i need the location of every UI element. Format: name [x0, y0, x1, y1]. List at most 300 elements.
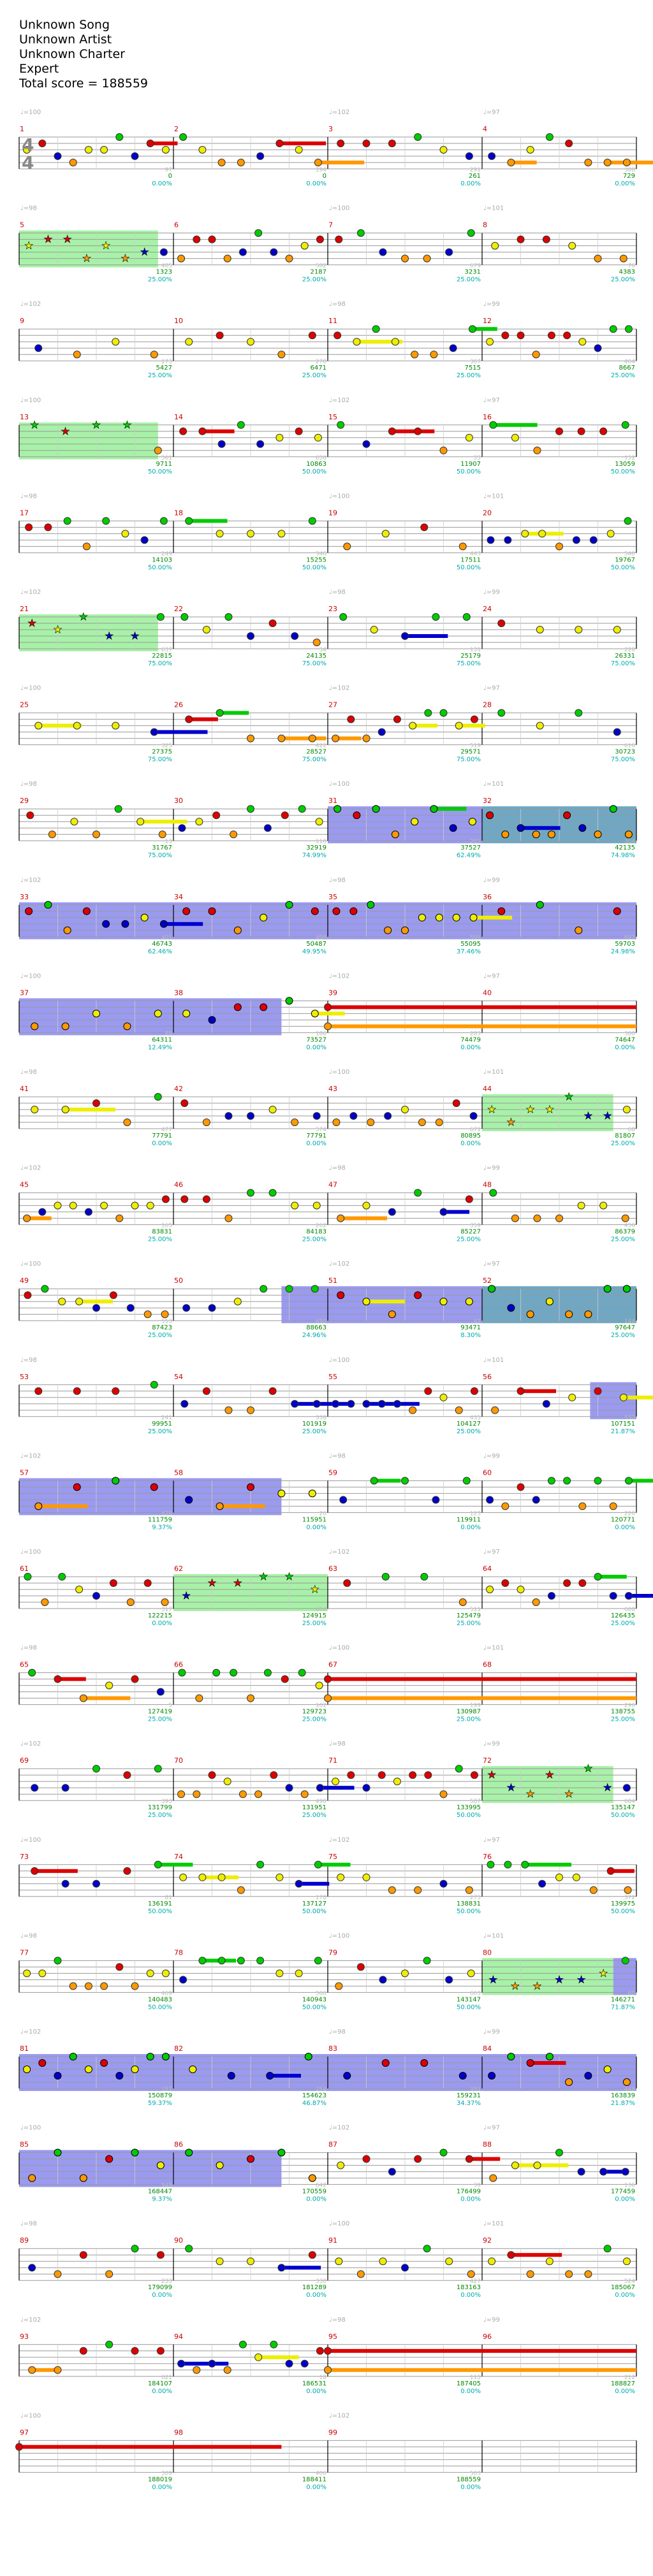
note-gem [411, 818, 418, 825]
note-gem [357, 2271, 364, 2278]
measure-sp-percent: 0.00% [152, 1140, 172, 1147]
note-gem [80, 1695, 87, 1702]
note-gem [103, 517, 110, 525]
measure-sp-percent: 0.00% [152, 2387, 172, 2395]
note-gem [181, 614, 188, 621]
measure-notecount: 443 [469, 551, 481, 558]
measure-score: 64311 [152, 1036, 172, 1044]
note-gem [415, 1292, 422, 1299]
measure-notecount: 642 [315, 2182, 326, 2189]
note-gem [276, 1874, 283, 1881]
measure-sp-percent: 50.00% [302, 468, 326, 475]
note-gem [64, 517, 71, 525]
note-gem [402, 1477, 409, 1484]
measure-notecount: 207 [469, 839, 481, 846]
note-gem [127, 1599, 134, 1606]
staff-row-14 [19, 1381, 653, 1419]
sustain-tail [459, 724, 485, 728]
tempo-marker: ♩=98 [329, 876, 346, 884]
staff-row-24 [19, 2341, 636, 2377]
note-gem [423, 255, 430, 262]
measure-notecount: 249 [161, 551, 172, 558]
measure-sp-percent: 25.00% [302, 1812, 326, 1820]
measure-score: 127419 [147, 1708, 172, 1716]
measure-number: 76 [483, 1852, 492, 1861]
note-gem [624, 517, 631, 525]
measure-sp-percent: 59.37% [147, 2100, 172, 2107]
note-gem [610, 326, 617, 333]
note-gem [402, 633, 409, 640]
tempo-marker: ♩=101 [483, 781, 504, 788]
note-gem [585, 2073, 592, 2080]
sustain-tail [281, 737, 326, 741]
note-gem [432, 614, 439, 621]
measure-sp-percent: 25.00% [147, 372, 172, 380]
measure-score: 83831 [152, 1228, 172, 1236]
note-gem [508, 2053, 515, 2060]
measure-sp-percent: 75.00% [302, 756, 326, 763]
note-gem [234, 1298, 241, 1305]
tempo-marker: ♩=99 [483, 1164, 500, 1172]
note-gem [402, 1106, 409, 1113]
measure-notecount: 270 [315, 359, 326, 366]
measure-number: 98 [174, 2428, 183, 2437]
measure-score: 188559 [456, 2476, 481, 2484]
note-gem [85, 1208, 92, 1215]
note-gem [333, 908, 340, 915]
staff-row-2 [19, 229, 636, 268]
note-gem [498, 908, 505, 915]
note-gem [335, 2258, 342, 2265]
staff-row-11 [19, 1090, 636, 1131]
measure-notecount: 490 [315, 1798, 326, 1805]
measure-score: 37527 [460, 844, 481, 852]
note-gem [247, 1695, 254, 1702]
measure-score: 187405 [456, 2380, 481, 2387]
measure-sp-percent: 25.00% [302, 1716, 326, 1723]
measure-sp-percent: 0.00% [460, 2387, 481, 2395]
note-gem [161, 1599, 168, 1606]
note-gem [556, 1215, 563, 1222]
measure-score: 176499 [456, 2188, 481, 2196]
note-gem [316, 1682, 323, 1689]
note-gem [237, 421, 244, 428]
note-gem [71, 818, 78, 825]
note-gem [470, 914, 477, 921]
measure-notecount: 372 [624, 1894, 635, 1901]
note-gem [337, 1874, 344, 1881]
sustain-tail [154, 730, 208, 734]
note-gem [54, 1675, 61, 1682]
measure-number: 38 [174, 988, 183, 997]
measure-score: 46743 [152, 940, 172, 948]
measure-number: 37 [20, 988, 29, 997]
note-gem [209, 1772, 216, 1779]
measure-sp-percent: 0.00% [460, 1044, 481, 1052]
measure-sp-percent: 49.95% [302, 948, 326, 955]
note-gem [157, 2347, 164, 2354]
note-gem [29, 2366, 36, 2373]
note-gem [237, 1886, 244, 1893]
measure-number: 55 [328, 1372, 337, 1381]
tempo-marker: ♩=99 [483, 2316, 500, 2324]
tempo-marker: ♩=98 [20, 2220, 37, 2228]
measure-sp-percent: 0.00% [615, 2387, 635, 2395]
star-note: ★ [506, 1781, 516, 1794]
measure-score: 138831 [456, 1900, 481, 1907]
measure-score: 130987 [456, 1708, 481, 1716]
measure-notecount: 89 [165, 1031, 172, 1038]
note-gem [154, 1861, 161, 1868]
star-note: ★ [525, 1788, 535, 1800]
note-gem [224, 2366, 231, 2373]
note-gem [539, 530, 546, 537]
tempo-marker: ♩=101 [483, 205, 504, 212]
note-gem [209, 1305, 216, 1312]
note-gem [203, 1196, 210, 1203]
star-note: ★ [583, 1110, 593, 1122]
note-gem [295, 428, 302, 435]
measure-notecount: 414 [315, 1607, 326, 1613]
note-gem [309, 2252, 316, 2259]
note-gem [301, 2360, 308, 2367]
note-gem [160, 517, 167, 525]
note-gem [402, 927, 409, 934]
measure-number: 19 [328, 509, 337, 517]
sustain-tail [279, 141, 326, 145]
measure-score: 74647 [615, 1036, 635, 1044]
staff-row-17 [19, 1669, 636, 1705]
measure-notecount: 511 [469, 1607, 481, 1613]
measure-notecount: 663 [469, 1990, 481, 1997]
measure-score: 74479 [460, 1036, 481, 1044]
note-gem [101, 147, 108, 154]
measure-sp-percent: 0.00% [152, 2292, 172, 2299]
measure-sp-percent: 0.00% [460, 2196, 481, 2203]
note-gem [247, 1484, 254, 1491]
note-gem [178, 1791, 185, 1798]
measure-number: 14 [174, 412, 183, 421]
measure-number: 7 [328, 221, 333, 229]
note-gem [260, 914, 267, 921]
tempo-marker: ♩=99 [483, 1740, 500, 1748]
sustain-tail [220, 1504, 265, 1508]
note-gem [450, 345, 457, 352]
measure-notecount: 498 [315, 934, 326, 941]
measure-score: 188827 [610, 2380, 635, 2387]
note-gem [511, 2162, 518, 2169]
tempo-marker: ♩=100 [329, 2220, 350, 2228]
measure-score: 24135 [306, 653, 326, 660]
note-gem [203, 626, 210, 633]
note-gem [93, 1880, 100, 1887]
note-gem [466, 434, 473, 441]
note-gem [488, 153, 495, 160]
note-gem [623, 1106, 630, 1113]
tempo-marker: ♩=100 [20, 973, 41, 980]
tempo-marker: ♩=97 [483, 2124, 500, 2132]
measure-sp-percent: 75.00% [302, 660, 326, 667]
note-gem [186, 716, 193, 723]
note-gem [161, 1311, 168, 1318]
measure-notecount: 152 [624, 454, 635, 461]
note-gem [440, 447, 447, 454]
measure-notecount: 123 [469, 1510, 481, 1517]
measure-number: 68 [483, 1660, 492, 1669]
star-note: ★ [554, 1973, 564, 1986]
note-gem [517, 1586, 524, 1593]
tempo-marker: ♩=100 [20, 1836, 41, 1844]
note-gem [332, 1400, 339, 1407]
note-gem [620, 1394, 627, 1401]
note-gem [536, 722, 543, 729]
note-gem [566, 1311, 573, 1318]
note-gem [237, 159, 244, 166]
note-gem [298, 1669, 305, 1676]
note-gem [440, 1298, 447, 1305]
note-gem [423, 1957, 430, 1964]
measure-notecount: 637 [161, 647, 172, 653]
note-gem [116, 134, 123, 141]
note-gem [39, 140, 46, 147]
measure-score: 107151 [610, 1420, 635, 1428]
measure-sp-percent: 50.00% [302, 1907, 326, 1915]
note-gem [157, 1688, 164, 1695]
measure-sp-percent: 50.00% [610, 1812, 635, 1820]
measure-notecount: 330 [315, 2278, 326, 2285]
star-note: ★ [598, 1967, 608, 1979]
measure-number: 57 [20, 1468, 29, 1477]
tempo-marker: ♩=99 [483, 2029, 500, 2036]
note-gem [471, 1387, 478, 1394]
note-gem [225, 1113, 232, 1120]
measure-sp-percent: 0.00% [615, 1044, 635, 1052]
measure-sp-percent: 0.00% [460, 2484, 481, 2491]
measure-number: 56 [483, 1372, 492, 1381]
measure-sp-percent: 50.00% [147, 564, 172, 572]
note-gem [325, 1675, 332, 1682]
note-gem [162, 2053, 169, 2060]
measure-number: 22 [174, 605, 183, 613]
charter-name: Unknown Charter [19, 47, 125, 61]
measure-score: 9711 [156, 460, 172, 468]
note-gem [281, 1675, 288, 1682]
measure-score: 188411 [302, 2476, 326, 2484]
tempo-marker: ♩=102 [329, 1261, 350, 1268]
song-title: Unknown Song [19, 18, 110, 32]
measure-score: 6471 [310, 365, 326, 372]
note-gem [144, 1580, 151, 1587]
note-gem [83, 908, 90, 915]
sustain-tail [150, 141, 178, 145]
note-gem [270, 249, 277, 256]
note-gem [16, 2443, 23, 2450]
note-gem [546, 2053, 553, 2060]
note-gem [286, 1784, 293, 1791]
note-gem [311, 1010, 318, 1017]
tempo-marker: ♩=100 [20, 684, 41, 692]
note-gem [295, 1880, 302, 1887]
note-gem [594, 1387, 601, 1394]
measure-sp-percent: 0.00% [306, 2387, 326, 2395]
note-gem [180, 1874, 187, 1881]
measure-score: 0 [168, 173, 172, 180]
measure-notecount: 228 [624, 647, 635, 653]
note-gem [579, 338, 586, 345]
measure-score: 131951 [302, 1804, 326, 1812]
note-gem [337, 421, 344, 428]
note-gem [432, 1496, 439, 1503]
note-gem [93, 1593, 100, 1600]
note-gem [534, 447, 541, 454]
long-sustain [328, 2349, 636, 2353]
measure-number: 93 [20, 2332, 29, 2341]
sustain-tail [299, 1882, 330, 1886]
note-gem [93, 1100, 100, 1107]
tempo-marker: ♩=98 [329, 2029, 346, 2036]
measure-sp-percent: 50.00% [147, 468, 172, 475]
note-gem [337, 1292, 344, 1299]
note-gem [41, 1285, 48, 1292]
sustain-tail [295, 1402, 348, 1406]
measure-number: 58 [174, 1468, 183, 1477]
note-gem [335, 236, 342, 243]
note-gem [247, 530, 254, 537]
measure-score: 131799 [147, 1804, 172, 1812]
note-gem [54, 2149, 61, 2156]
note-gem [144, 1311, 151, 1318]
note-gem [199, 1874, 206, 1881]
star-note: ★ [233, 1577, 243, 1589]
staff-row-7 [19, 709, 636, 745]
measure-sp-percent: 24.96% [302, 1332, 326, 1340]
measure-notecount: 296 [624, 1702, 635, 1709]
note-gem [309, 1490, 316, 1497]
measure-score: 11907 [460, 460, 481, 468]
note-gem [522, 530, 529, 537]
measure-number: 49 [20, 1277, 29, 1285]
measure-sp-percent: 37.46% [456, 948, 481, 955]
tempo-marker: ♩=97 [483, 109, 500, 116]
note-gem [124, 1023, 131, 1030]
note-gem [440, 2149, 447, 2156]
note-gem [409, 1407, 416, 1414]
note-gem [502, 332, 509, 339]
note-gem [585, 2271, 592, 2278]
note-gem [367, 901, 374, 908]
measure-number: 61 [20, 1565, 29, 1573]
note-gem [183, 1010, 190, 1017]
measure-number: 15 [328, 412, 337, 421]
note-gem [488, 2073, 495, 2080]
measure-score: 59703 [615, 940, 635, 948]
note-gem [54, 2271, 61, 2278]
note-gem [316, 236, 323, 243]
sustain-tail [525, 1863, 571, 1867]
sustain-tail [493, 423, 537, 427]
note-gem [309, 735, 316, 742]
measure-score: 120771 [610, 1516, 635, 1524]
sustain-tail [202, 430, 234, 433]
measure-notecount: 144 [624, 1319, 635, 1326]
tempo-marker: ♩=102 [329, 109, 350, 116]
note-gem [490, 1189, 497, 1196]
note-gem [492, 242, 499, 249]
note-gem [199, 428, 206, 435]
note-gem [147, 140, 154, 147]
note-gem [224, 255, 231, 262]
note-gem [402, 2264, 409, 2271]
measure-notecount: 427 [469, 2278, 481, 2285]
note-gem [247, 633, 254, 640]
note-gem [180, 428, 187, 435]
note-gem [466, 1886, 473, 1893]
tempo-marker: ♩=97 [483, 1549, 500, 1556]
note-gem [31, 1784, 38, 1791]
note-gem [379, 249, 386, 256]
note-gem [141, 537, 148, 544]
measure-notecount: 338 [315, 1414, 326, 1421]
note-gem [385, 1113, 392, 1120]
star-note: ★ [78, 611, 89, 623]
note-gem [466, 1196, 473, 1203]
note-gem [337, 1215, 344, 1222]
measure-score: 124915 [302, 1612, 326, 1619]
star-note: ★ [525, 1103, 535, 1115]
note-gem [218, 1874, 225, 1881]
measure-score: 29571 [460, 748, 481, 756]
note-gem [260, 1285, 267, 1292]
tempo-marker: ♩=100 [20, 396, 41, 404]
note-gem [378, 728, 385, 735]
measure-number: 66 [174, 1660, 183, 1669]
measure-score: 10863 [306, 460, 326, 468]
note-gem [247, 806, 254, 813]
tempo-marker: ♩=99 [483, 589, 500, 596]
note-gem [564, 1580, 571, 1587]
note-gem [216, 530, 223, 537]
measure-notecount: 39 [473, 2182, 481, 2189]
note-gem [470, 1113, 477, 1120]
measure-score: 17511 [460, 556, 481, 564]
measure-notecount: 351 [469, 2087, 481, 2093]
note-gem [585, 159, 592, 166]
note-gem [459, 2073, 466, 2080]
measure-sp-percent: 0.00% [306, 180, 326, 187]
measure-score: 185067 [610, 2284, 635, 2292]
measure-notecount: 34 [319, 647, 326, 653]
note-gem [112, 338, 119, 345]
measure-number: 45 [20, 1180, 29, 1189]
note-gem [423, 2245, 430, 2252]
note-gem [539, 1880, 546, 1887]
tempo-marker: ♩=100 [20, 2124, 41, 2132]
measure-sp-percent: 0.00% [615, 1524, 635, 1531]
measure-score: 7515 [464, 365, 481, 372]
note-gem [106, 1682, 113, 1689]
tempo-marker: ♩=100 [20, 1261, 41, 1268]
note-gem [344, 2073, 351, 2080]
note-gem [270, 1772, 277, 1779]
measure-number: 39 [328, 988, 337, 997]
note-gem [257, 153, 264, 160]
note-gem [415, 1886, 422, 1893]
note-gem [150, 1381, 158, 1388]
note-gem [230, 831, 237, 838]
note-gem [348, 1400, 355, 1407]
measure-sp-percent: 25.00% [456, 1716, 481, 1723]
note-gem [372, 806, 379, 813]
